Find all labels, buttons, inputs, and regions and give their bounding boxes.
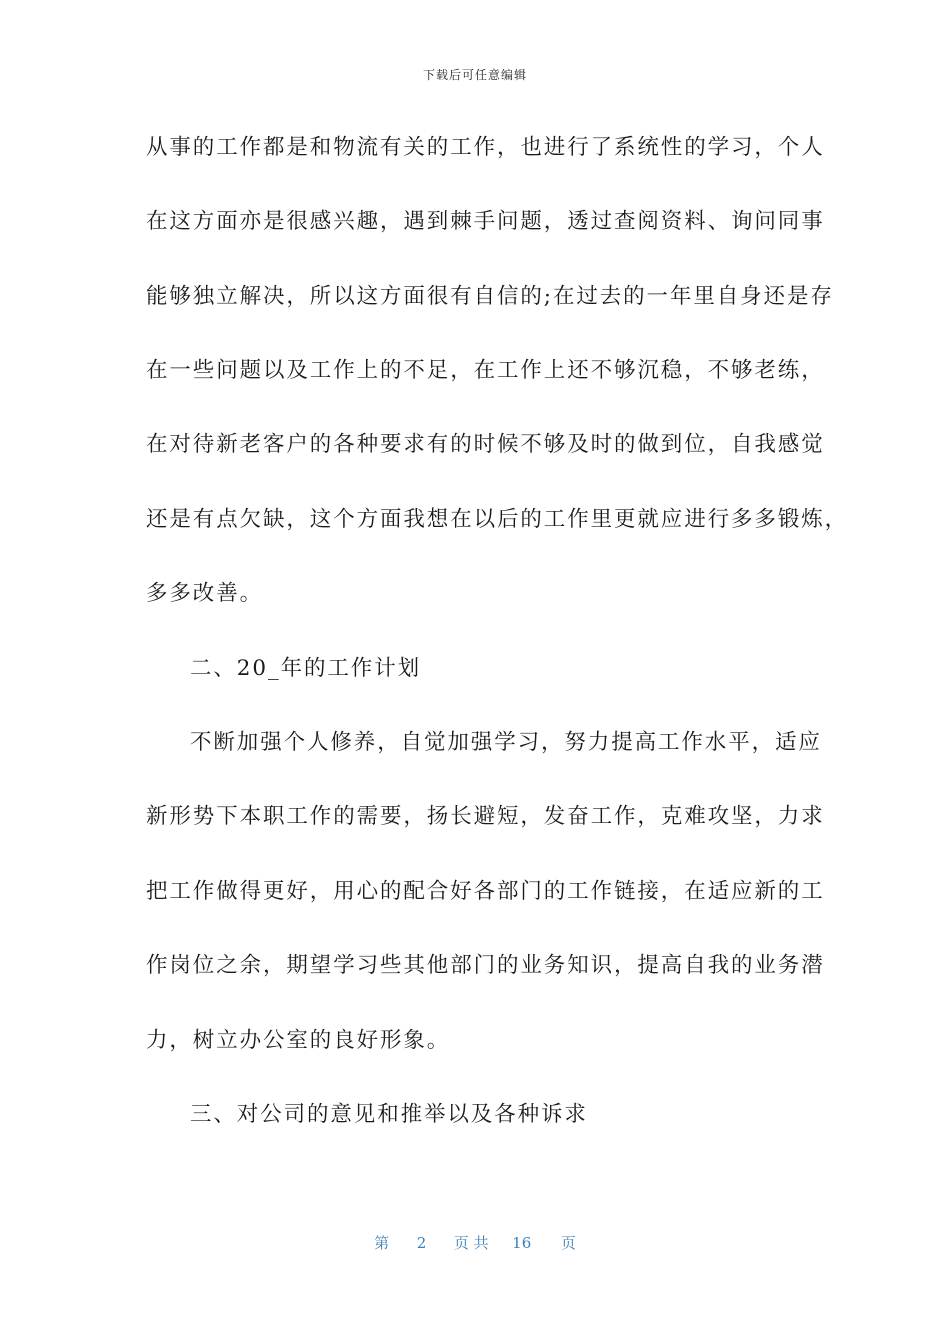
footer-middle: 页 共 [453, 1234, 489, 1252]
footer-page-number: 2 [416, 1234, 427, 1252]
footer-total-pages: 16 [512, 1234, 532, 1252]
paragraph-line: 在这方面亦是很感兴趣，遇到棘手问题，透过查阅资料、询问同事 [146, 209, 825, 234]
paragraph-line: 在对待新老客户的各种要求有的时候不够及时的做到位，自我感觉 [146, 432, 825, 457]
section-heading: 二、20_年的工作计划 [190, 656, 422, 681]
paragraph-line: 力，树立办公室的良好形象。 [146, 1028, 451, 1053]
paragraph-line: 新形势下本职工作的需要，扬长避短，发奋工作，克难攻坚，力求 [146, 804, 825, 829]
paragraph-line: 在一些问题以及工作上的不足，在工作上还不够沉稳，不够老练， [146, 358, 825, 383]
section-heading: 三、对公司的意见和推举以及各种诉求 [190, 1102, 588, 1127]
paragraph-line: 作岗位之余，期望学习些其他部门的业务知识，提高自我的业务潜 [146, 953, 825, 978]
paragraph-line: 把工作做得更好，用心的配合好各部门的工作链接，在适应新的工 [146, 879, 825, 904]
paragraph-line: 还是有点欠缺，这个方面我想在以后的工作里更就应进行多多锻炼， [146, 507, 849, 532]
page-header-note: 下载后可任意编辑 [422, 68, 527, 82]
paragraph-line: 不断加强个人修养，自觉加强学习，努力提高工作水平，适应 [190, 730, 822, 755]
paragraph-line: 能够独立解决，所以这方面很有自信的;在过去的一年里自身还是存 [146, 284, 834, 309]
footer-prefix: 第 [374, 1234, 390, 1252]
footer-suffix: 页 [560, 1234, 576, 1252]
page-footer [0, 1232, 950, 1253]
paragraph-line: 从事的工作都是和物流有关的工作，也进行了系统性的学习，个人 [146, 135, 825, 160]
paragraph-line: 多多改善。 [146, 581, 264, 606]
